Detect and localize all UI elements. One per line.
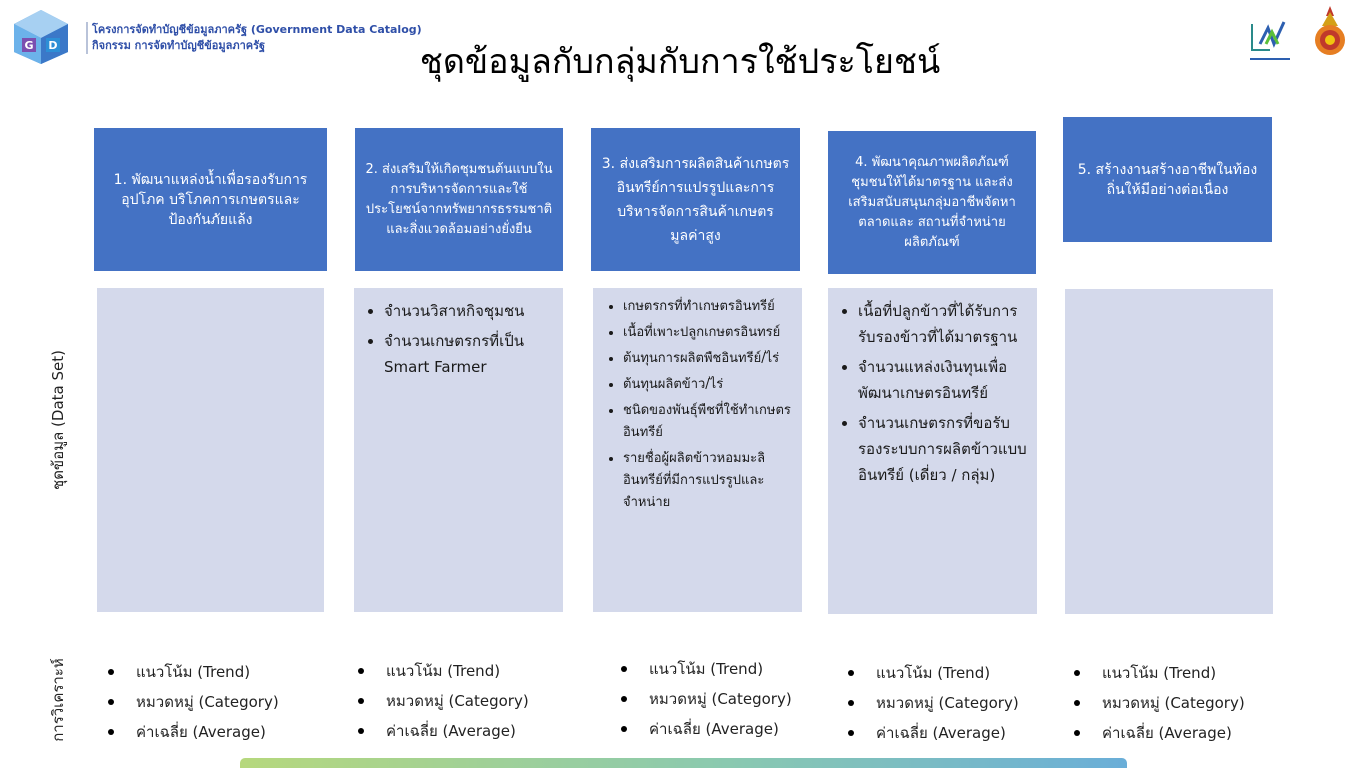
dataset-list-4 [838, 298, 1029, 488]
goal-box-1: 1. พัฒนาแหล่งน้ำเพื่อรองรับการอุปโภค บริโภคการเกษตรและป้องกันภัยแล้ง [94, 128, 327, 271]
analysis-item: หมวดหมู่ (Category) [876, 688, 1019, 718]
goal-box-3: 3. ส่งเสริมการผลิตสินค้าเกษตรอินทรีย์การแปรรูปและการบริหารจัดการสินค้าเกษตรมูลค่าสูง [591, 128, 800, 271]
nso-logo-icon [1246, 14, 1294, 64]
dataset-item: • ชนิดของพันธุ์พืชที่ใช้ทำเกษตรอินทรีย์ [623, 400, 794, 444]
page-title: ชุดข้อมูลกับกลุ่มกับการใช้ประโยชน์ [419, 42, 941, 82]
dataset-box-5 [1065, 289, 1273, 614]
organization-text [86, 22, 422, 54]
analysis-item: แนวโน้ม (Trend) [136, 657, 279, 687]
analysis-item: ค่าเฉลี่ย (Average) [136, 717, 279, 747]
analysis-item: แนวโน้ม (Trend) [649, 654, 792, 684]
dataset-item: • รายชื่อผู้ผลิตข้าวหอมมะลิอินทรีย์ที่มีการแปรรูปและจำหน่าย [623, 448, 794, 514]
analysis-item: แนวโน้ม (Trend) [1102, 658, 1245, 688]
gdc-logo-icon [10, 8, 72, 66]
analysis-item: หมวดหมู่ (Category) [386, 686, 529, 716]
dataset-list-2 [364, 298, 555, 380]
dataset-box-1 [97, 288, 324, 612]
analysis-item: แนวโน้ม (Trend) [386, 656, 529, 686]
dataset-item: • เกษตรกรที่ทำเกษตรอินทรีย์ [623, 296, 794, 318]
dataset-box-3 [593, 288, 802, 612]
analysis-item: ค่าเฉลี่ย (Average) [1102, 718, 1245, 748]
dataset-box-2 [354, 288, 563, 612]
analysis-item: หมวดหมู่ (Category) [649, 684, 792, 714]
dataset-row-label: ชุดข้อมูล (Data Set) [49, 350, 67, 490]
logo-letter-g: G [24, 39, 34, 52]
dataset-list-3 [603, 296, 794, 514]
dataset-item: • จำนวนแหล่งเงินทุนเพื่อพัฒนาเกษตรอินทรีย์ [858, 354, 1029, 406]
dataset-item: • เนื้อที่ปลูกข้าวที่ได้รับการรับรองข้าวที่ได้มาตรฐาน [858, 298, 1029, 350]
dataset-item: • จำนวนเกษตรกรที่ขอรับรองระบบการผลิตข้าวแบบอินทรีย์ (เดี่ยว / กลุ่ม) [858, 410, 1029, 488]
dataset-item: • จำนวนเกษตรกรที่เป็น Smart Farmer [384, 328, 555, 380]
dataset-item: • จำนวนวิสาหกิจชุมชน [384, 298, 555, 324]
analysis-item: หมวดหมู่ (Category) [136, 687, 279, 717]
analysis-list-1 [106, 657, 279, 747]
dataset-item: • ต้นทุนผลิตข้าว/ไร่ [623, 374, 794, 396]
org-name: โครงการจัดทำบัญชีข้อมูลภาครัฐ (Government Data Catalog) [92, 23, 422, 36]
analysis-list-4 [846, 658, 1019, 748]
logo-letter-d: D [48, 39, 58, 52]
bottom-accent-bar [240, 758, 1127, 768]
dataset-box-4 [828, 288, 1037, 614]
analysis-list-5 [1072, 658, 1245, 748]
analysis-item: หมวดหมู่ (Category) [1102, 688, 1245, 718]
royal-emblem-icon [1312, 6, 1348, 60]
analysis-row-label: การวิเคราะห์ [49, 658, 67, 742]
analysis-item: ค่าเฉลี่ย (Average) [386, 716, 529, 746]
analysis-item: แนวโน้ม (Trend) [876, 658, 1019, 688]
goal-box-2: 2. ส่งเสริมให้เกิดชุมชนต้นแบบในการบริหารจัดการและใช้ประโยชน์จากทรัพยากรธรรมชาติและสิ่งแวดล้อมอย่างยั่งยืน [355, 128, 563, 271]
analysis-item: ค่าเฉลี่ย (Average) [649, 714, 792, 744]
goal-box-4: 4. พัฒนาคุณภาพผลิตภัณฑ์ชุมชนให้ได้มาตรฐาน และส่งเสริมสนับสนุนกลุ่มอาชีพจัดหาตลาดและ สถานที่จำหน่ายผลิตภัณฑ์ [828, 131, 1036, 274]
dataset-item: • เนื้อที่เพาะปลูกเกษตรอินทรย์ [623, 322, 794, 344]
analysis-list-2 [356, 656, 529, 746]
analysis-item: ค่าเฉลี่ย (Average) [876, 718, 1019, 748]
org-activity: กิจกรรม การจัดทำบัญชีข้อมูลภาครัฐ [92, 39, 266, 52]
analysis-list-3 [619, 654, 792, 744]
dataset-item: • ต้นทุนการผลิตพืชอินทรีย์/ไร่ [623, 348, 794, 370]
goal-box-5: 5. สร้างงานสร้างอาชีพในท้องถิ่นให้มีอย่างต่อเนื่อง [1063, 117, 1272, 242]
